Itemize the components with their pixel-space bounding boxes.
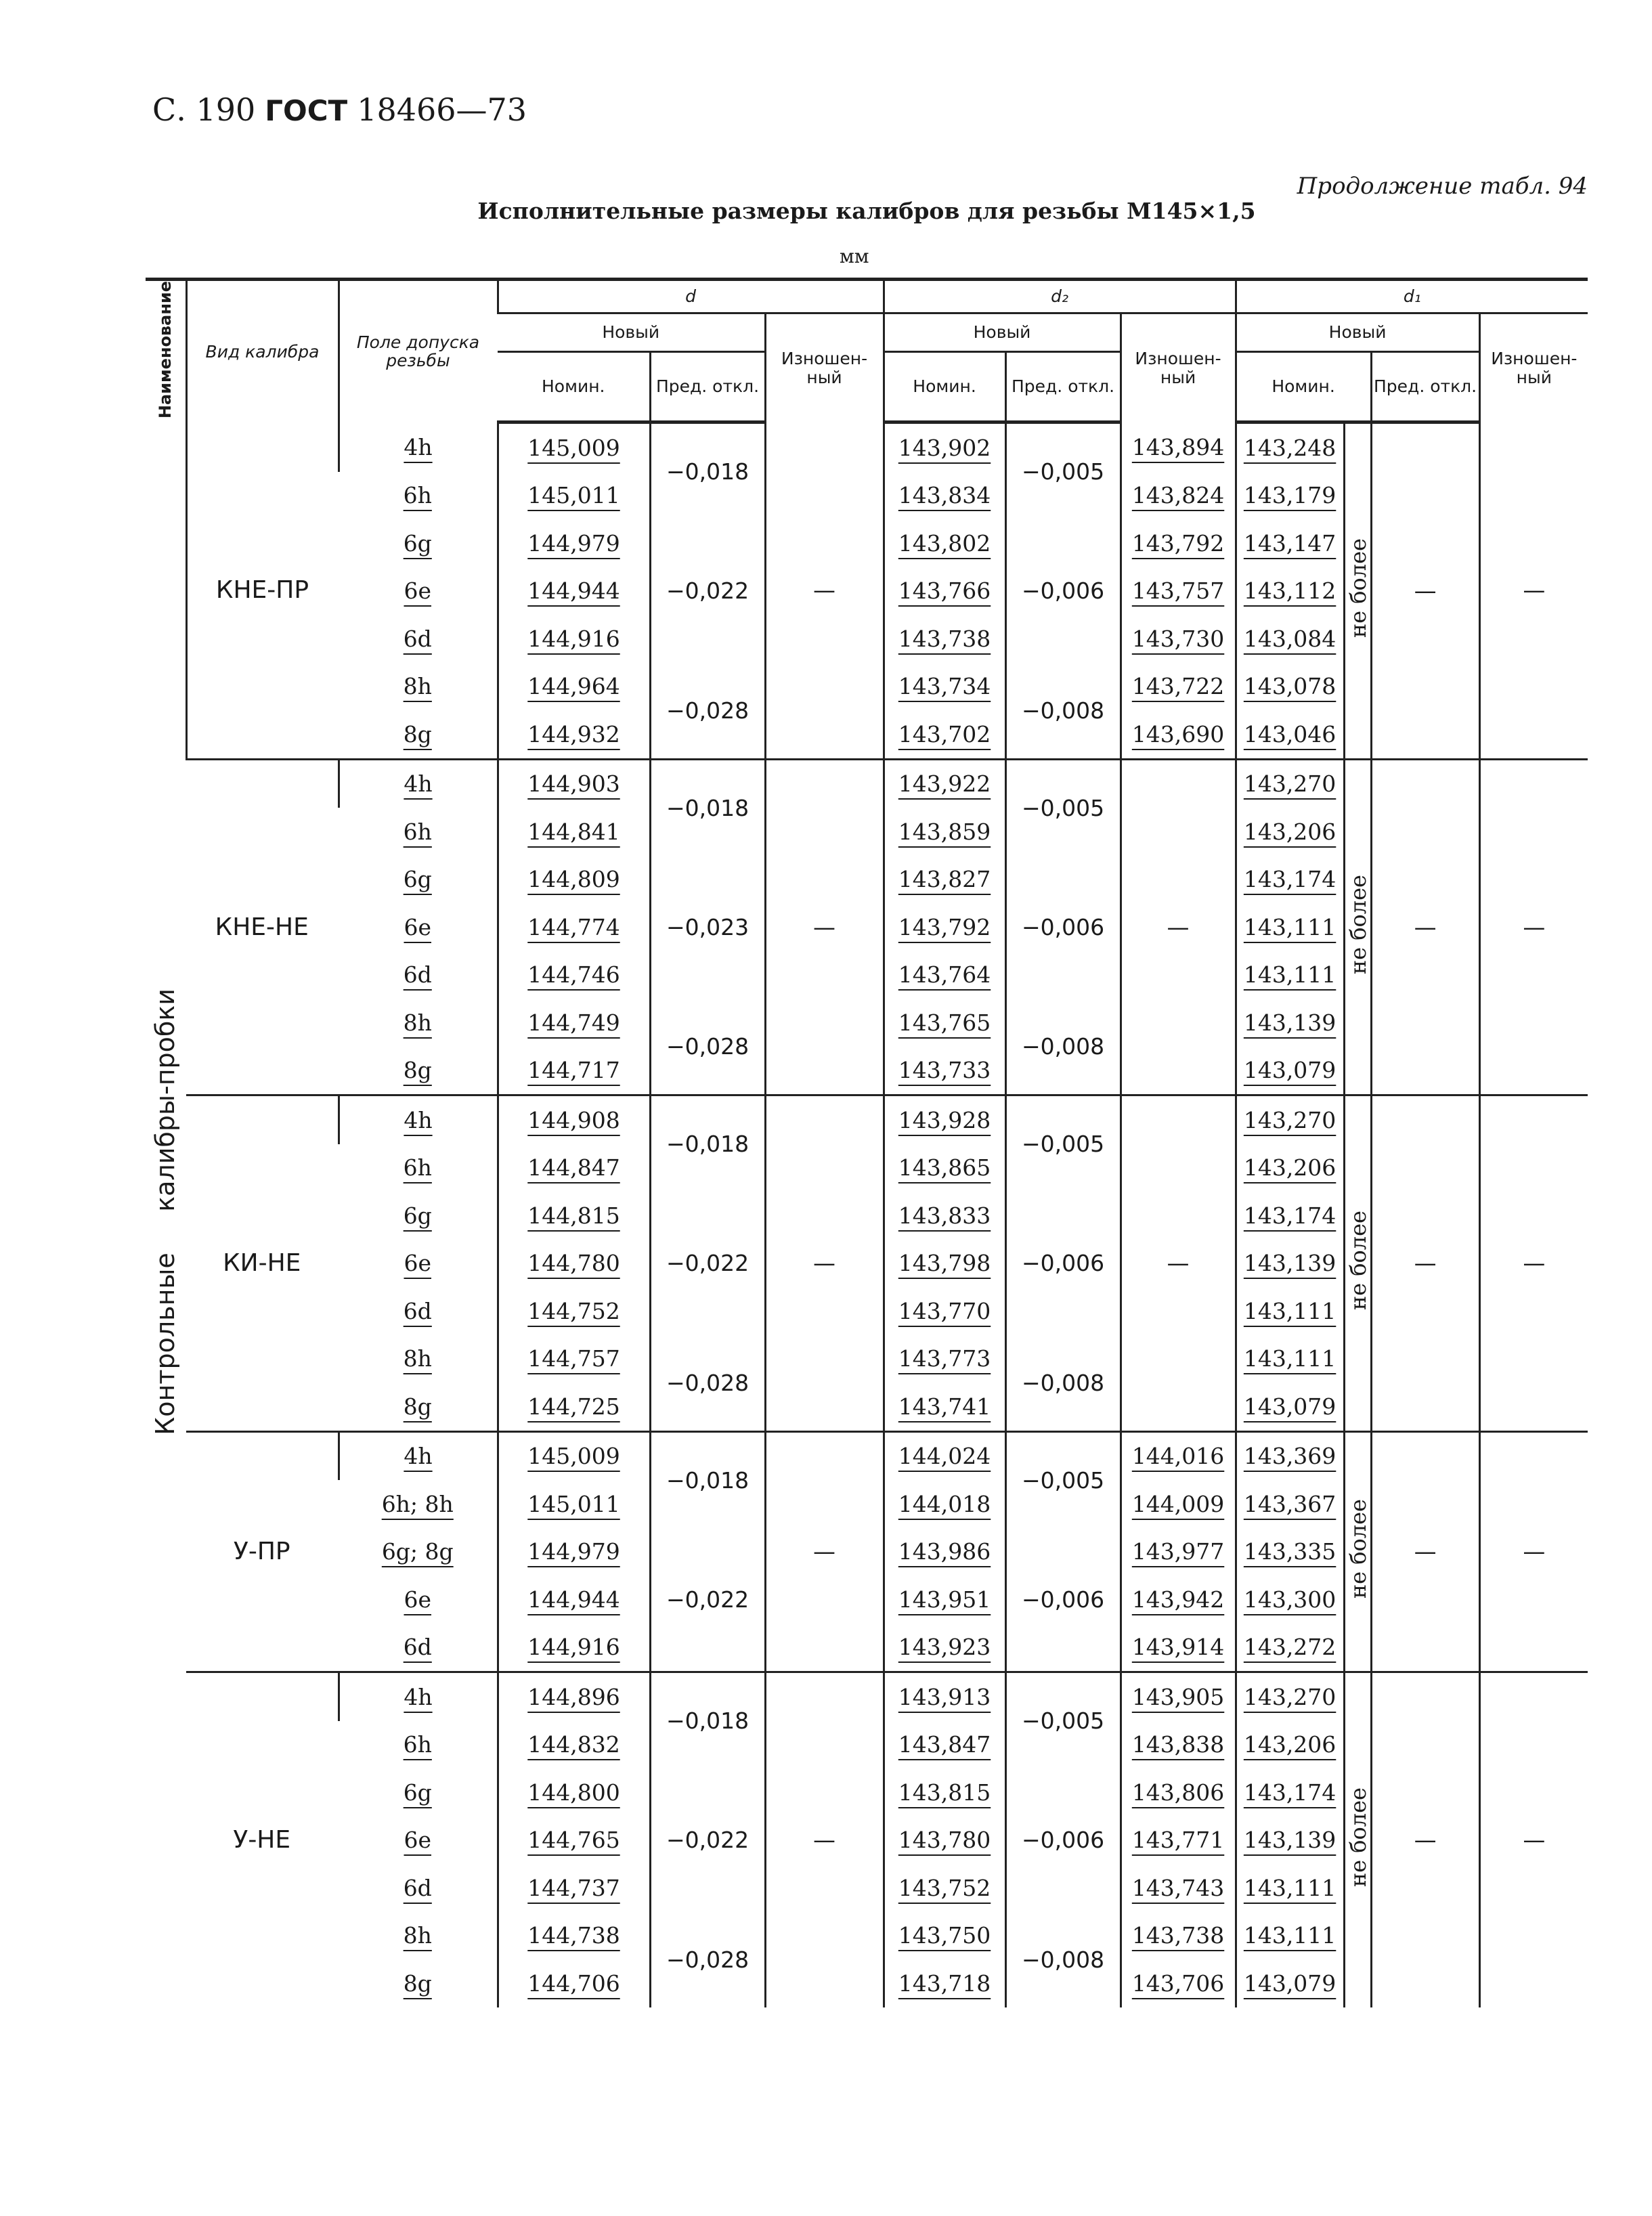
d1-deviation: —	[1371, 422, 1479, 760]
not-more-label: не более	[1344, 1095, 1371, 1432]
col-kind-header: Вид калибра	[186, 280, 339, 422]
d-worn: —	[765, 422, 884, 760]
d-nominal: 145,009	[498, 422, 650, 472]
d-nominal: 144,932	[498, 710, 650, 759]
d2-worn: 143,722	[1121, 663, 1236, 711]
tolerance-field: 6d	[403, 625, 432, 652]
tolerance-field: 6g	[403, 529, 432, 557]
d2-deviation: −0,005	[1005, 1672, 1121, 1769]
d2-nominal: 143,733	[884, 1047, 1005, 1095]
d-nominal: 144,916	[498, 615, 650, 663]
d2-nominal: 143,913	[884, 1672, 1005, 1721]
d-nominal: 144,896	[498, 1672, 650, 1721]
d1-nominal: 143,111	[1236, 1864, 1344, 1912]
d2-nominal: 143,734	[884, 663, 1005, 711]
d-nominal: 144,979	[498, 519, 650, 567]
d-nominal: 144,809	[498, 856, 650, 904]
d-nominal: 144,800	[498, 1768, 650, 1817]
d1-nominal: 143,111	[1236, 1335, 1344, 1383]
d-nominal: 145,011	[498, 472, 650, 520]
d-deviation: −0,018	[650, 1431, 765, 1528]
d-deviation: −0,018	[650, 1095, 765, 1192]
d-nominal: 144,944	[498, 1576, 650, 1624]
d1-nominal: 143,270	[1236, 1095, 1344, 1144]
d2-nominal: 143,815	[884, 1768, 1005, 1817]
d2-nominal: 143,770	[884, 1287, 1005, 1335]
tolerance-field: 8g	[403, 1057, 432, 1084]
d1-nominal: 143,174	[1236, 1192, 1344, 1240]
tolerance-field: 6g; 8g	[381, 1538, 454, 1565]
d1-nominal: 143,300	[1236, 1576, 1344, 1624]
tolerance-field: 4h	[339, 1095, 498, 1144]
gauge-kind-label: У-НЕ	[186, 1672, 339, 2007]
table-row	[146, 759, 1588, 808]
d-nominal: 144,737	[498, 1864, 650, 1912]
d1-nominal: 143,111	[1236, 951, 1344, 999]
d1-nominal: 143,046	[1236, 710, 1344, 759]
d-nominal: 144,749	[498, 999, 650, 1047]
d1-worn-header: Изношен-ный	[1479, 313, 1588, 422]
col-d1-header: d₁	[1236, 280, 1588, 313]
d-deviation: −0,022	[650, 1528, 765, 1672]
d1-nominal: 143,112	[1236, 567, 1344, 615]
col-name-header: Наименование	[146, 280, 186, 422]
d-worn: —	[765, 759, 884, 1095]
d-nominal: 144,780	[498, 1240, 650, 1288]
d1-nominal: 143,079	[1236, 1959, 1344, 2007]
tolerance-field: 6e	[404, 1586, 432, 1613]
tolerance-field: 6h	[403, 1731, 432, 1758]
d1-worn: —	[1479, 422, 1588, 760]
d2-worn: 143,838	[1121, 1721, 1236, 1769]
d-nominal: 144,908	[498, 1095, 650, 1144]
page-number: С. 190	[152, 91, 256, 128]
table-row	[146, 1095, 1588, 1144]
d2-nominal: 143,923	[884, 1624, 1005, 1672]
d2-nominal: 143,827	[884, 856, 1005, 904]
d1-deviation: —	[1371, 1431, 1479, 1672]
d2-deviation: −0,006	[1005, 1768, 1121, 1912]
gauge-kind-label: КНЕ-НЕ	[186, 759, 339, 1095]
d-nominal: 144,752	[498, 1287, 650, 1335]
d2-nominal: 143,865	[884, 1144, 1005, 1192]
d-deviation: −0,022	[650, 519, 765, 663]
tolerance-field: 6e	[404, 1250, 432, 1277]
tolerance-field: 8h	[403, 1922, 432, 1949]
d2-nominal: 143,738	[884, 615, 1005, 663]
d2-nominal: 143,902	[884, 422, 1005, 472]
d2-worn: 143,730	[1121, 615, 1236, 663]
d1-nominal: 143,206	[1236, 808, 1344, 856]
d1-nominal: 143,084	[1236, 615, 1344, 663]
d-nominal: 144,841	[498, 808, 650, 856]
not-more-label: не более	[1344, 1672, 1371, 2007]
d2-nom-header: Номин.	[884, 352, 1005, 422]
gauge-kind-label: КИ-НЕ	[186, 1095, 339, 1432]
d-nominal: 144,964	[498, 663, 650, 711]
col-d2-header: d₂	[884, 280, 1236, 313]
d-worn: —	[765, 1431, 884, 1672]
d2-worn: 143,743	[1121, 1864, 1236, 1912]
d2-nominal: 143,752	[884, 1864, 1005, 1912]
table-title: Исполнительные размеры калибров для резьбы M145×1,5	[477, 198, 1256, 224]
d2-worn: 143,738	[1121, 1912, 1236, 1960]
gauge-kind-label: КНЕ-ПР	[186, 422, 339, 760]
page-header	[152, 91, 527, 128]
d2-worn: 143,792	[1121, 519, 1236, 567]
d1-nominal: 143,270	[1236, 759, 1344, 808]
tolerance-field: 6d	[403, 1874, 432, 1901]
d2-worn-header: Изношен-ный	[1121, 313, 1236, 422]
d2-nominal: 143,764	[884, 951, 1005, 999]
d-worn: —	[765, 1672, 884, 2007]
d2-worn: 143,706	[1121, 1959, 1236, 2007]
d-dev-header: Пред. откл.	[650, 352, 765, 422]
d2-worn: 143,894	[1121, 422, 1236, 472]
d1-nominal: 143,206	[1236, 1721, 1344, 1769]
table-body	[146, 422, 1588, 2007]
tolerance-field: 8h	[403, 1345, 432, 1372]
col-field-header: Поле допуска резьбы	[339, 280, 498, 422]
d-nominal: 145,011	[498, 1480, 650, 1528]
d2-nominal: 143,847	[884, 1721, 1005, 1769]
d-nom-header: Номин.	[498, 352, 650, 422]
d2-deviation: −0,006	[1005, 856, 1121, 999]
d-nominal: 144,815	[498, 1192, 650, 1240]
d2-nominal: 144,018	[884, 1480, 1005, 1528]
d2-deviation: −0,006	[1005, 519, 1121, 663]
d-deviation: −0,022	[650, 1768, 765, 1912]
d2-nominal: 143,718	[884, 1959, 1005, 2007]
d1-nominal: 143,270	[1236, 1672, 1344, 1721]
tolerance-field: 6e	[404, 1827, 432, 1854]
d-deviation: −0,022	[650, 1192, 765, 1335]
d2-deviation: −0,005	[1005, 1431, 1121, 1528]
tolerance-field: 4h	[339, 1672, 498, 1721]
d1-nominal: 143,272	[1236, 1624, 1344, 1672]
d-new-header: Новый	[498, 313, 765, 352]
d2-nominal: 143,773	[884, 1335, 1005, 1383]
d-nominal: 144,979	[498, 1528, 650, 1576]
d1-nominal: 143,079	[1236, 1383, 1344, 1431]
d2-dev-header: Пред. откл.	[1005, 352, 1121, 422]
d1-new-header: Новый	[1236, 313, 1479, 352]
tolerance-field: 8h	[403, 673, 432, 700]
d2-nominal: 143,702	[884, 710, 1005, 759]
d2-deviation: −0,008	[1005, 1912, 1121, 2007]
tolerance-field: 6g	[403, 1202, 432, 1229]
table-row	[146, 1672, 1588, 1721]
d1-nominal: 143,111	[1236, 1912, 1344, 1960]
d2-deviation: −0,005	[1005, 759, 1121, 856]
d-worn-header: Изношен-ный	[765, 313, 884, 422]
d2-worn: 143,977	[1121, 1528, 1236, 1576]
d2-nominal: 143,833	[884, 1192, 1005, 1240]
d-nominal: 144,738	[498, 1912, 650, 1960]
gauge-dimensions-table	[146, 278, 1588, 2007]
d2-worn: 143,914	[1121, 1624, 1236, 1672]
tolerance-field: 6d	[403, 1634, 432, 1661]
col-d-header: d	[498, 280, 884, 313]
tolerance-field: 6h; 8h	[381, 1490, 454, 1517]
standard-number: 18466—73	[357, 91, 527, 128]
d2-worn: 143,905	[1121, 1672, 1236, 1721]
table-row	[146, 422, 1588, 472]
d1-nom-header: Номин.	[1236, 352, 1371, 422]
tolerance-field: 8g	[403, 1970, 432, 1997]
d2-nominal: 143,859	[884, 808, 1005, 856]
d2-deviation: −0,008	[1005, 999, 1121, 1095]
d1-nominal: 143,078	[1236, 663, 1344, 711]
d-nominal: 144,847	[498, 1144, 650, 1192]
tolerance-field: 6d	[403, 1297, 432, 1324]
d-nominal: 144,725	[498, 1383, 650, 1431]
tolerance-field: 6e	[404, 913, 432, 940]
d2-nominal: 143,766	[884, 567, 1005, 615]
d1-nominal: 143,367	[1236, 1480, 1344, 1528]
table-row	[146, 1431, 1588, 1480]
d1-nominal: 143,111	[1236, 1287, 1344, 1335]
d-deviation: −0,018	[650, 759, 765, 856]
d2-deviation: −0,006	[1005, 1528, 1121, 1672]
d2-nominal: 143,802	[884, 519, 1005, 567]
d-deviation: −0,023	[650, 856, 765, 999]
d1-nominal: 143,335	[1236, 1528, 1344, 1576]
d2-nominal: 143,765	[884, 999, 1005, 1047]
d-deviation: −0,028	[650, 1335, 765, 1432]
d1-nominal: 143,111	[1236, 903, 1344, 951]
tolerance-field: 6d	[403, 961, 432, 988]
d-nominal: 145,009	[498, 1431, 650, 1480]
d1-deviation: —	[1371, 1672, 1479, 2007]
d1-nominal: 143,174	[1236, 1768, 1344, 1817]
d2-deviation: −0,005	[1005, 1095, 1121, 1192]
d1-deviation: —	[1371, 759, 1479, 1095]
d2-nominal: 143,951	[884, 1576, 1005, 1624]
d1-worn: —	[1479, 759, 1588, 1095]
d1-dev-header: Пред. откл.	[1371, 352, 1479, 422]
d1-nominal: 143,139	[1236, 1817, 1344, 1865]
unit-label: мм	[840, 245, 869, 267]
d2-worn: 143,771	[1121, 1817, 1236, 1865]
d-nominal: 144,916	[498, 1624, 650, 1672]
d-deviation: −0,018	[650, 422, 765, 520]
category-label: Контрольные калибры-пробки	[150, 988, 181, 1435]
d2-nominal: 143,750	[884, 1912, 1005, 1960]
d2-worn: —	[1121, 1095, 1236, 1432]
d-deviation: −0,028	[650, 663, 765, 760]
d2-worn: 144,009	[1121, 1480, 1236, 1528]
tolerance-field: 6h	[403, 818, 432, 845]
d1-nominal: 143,079	[1236, 1047, 1344, 1095]
d1-worn: —	[1479, 1431, 1588, 1672]
d2-worn: 143,757	[1121, 567, 1236, 615]
d1-nominal: 143,206	[1236, 1144, 1344, 1192]
d-deviation: −0,028	[650, 999, 765, 1095]
d2-nominal: 143,780	[884, 1817, 1005, 1865]
tolerance-field: 4h	[339, 422, 498, 472]
d2-nominal: 143,792	[884, 903, 1005, 951]
d-nominal: 144,746	[498, 951, 650, 999]
tolerance-field: 6h	[403, 482, 432, 509]
d1-nominal: 143,139	[1236, 1240, 1344, 1288]
tolerance-field: 6g	[403, 1779, 432, 1806]
d2-nominal: 143,798	[884, 1240, 1005, 1288]
d2-nominal: 144,024	[884, 1431, 1005, 1480]
d2-nominal: 143,928	[884, 1095, 1005, 1144]
d-nominal: 144,774	[498, 903, 650, 951]
d1-nominal: 143,248	[1236, 422, 1344, 472]
d1-worn: —	[1479, 1672, 1588, 2007]
d2-worn: 143,942	[1121, 1576, 1236, 1624]
d-nominal: 144,944	[498, 567, 650, 615]
d2-worn: 144,016	[1121, 1431, 1236, 1480]
tolerance-field: 6g	[403, 866, 432, 893]
not-more-label: не более	[1344, 1431, 1371, 1672]
standard-label: ГОСТ	[265, 94, 348, 127]
d2-worn: 143,690	[1121, 710, 1236, 759]
d2-worn: 143,806	[1121, 1768, 1236, 1817]
gauge-kind-label: У-ПР	[186, 1431, 339, 1672]
continuation-note: Продолжение табл. 94	[1297, 173, 1588, 200]
d1-nominal: 143,139	[1236, 999, 1344, 1047]
d-nominal: 144,903	[498, 759, 650, 808]
tolerance-field: 8g	[403, 720, 432, 747]
d2-worn: 143,824	[1121, 472, 1236, 520]
d-nominal: 144,832	[498, 1721, 650, 1769]
d2-nominal: 143,834	[884, 472, 1005, 520]
d2-nominal: 143,741	[884, 1383, 1005, 1431]
d2-nominal: 143,986	[884, 1528, 1005, 1576]
d2-deviation: −0,005	[1005, 422, 1121, 520]
d1-nominal: 143,174	[1236, 856, 1344, 904]
tolerance-field: 6e	[404, 578, 432, 605]
d2-worn: —	[1121, 759, 1236, 1095]
d-nominal: 144,717	[498, 1047, 650, 1095]
d1-nominal: 143,179	[1236, 472, 1344, 520]
d2-deviation: −0,008	[1005, 1335, 1121, 1432]
d-deviation: −0,018	[650, 1672, 765, 1769]
not-more-label: не более	[1344, 759, 1371, 1095]
d-deviation: −0,028	[650, 1912, 765, 2007]
d-nominal: 144,706	[498, 1959, 650, 2007]
d-nominal: 144,765	[498, 1817, 650, 1865]
tolerance-field: 4h	[339, 759, 498, 808]
d2-deviation: −0,006	[1005, 1192, 1121, 1335]
tolerance-field: 6h	[403, 1154, 432, 1181]
d-nominal: 144,757	[498, 1335, 650, 1383]
d1-nominal: 143,369	[1236, 1431, 1344, 1480]
d2-new-header: Новый	[884, 313, 1121, 352]
d-worn: —	[765, 1095, 884, 1432]
d1-worn: —	[1479, 1095, 1588, 1432]
d1-deviation: —	[1371, 1095, 1479, 1432]
tolerance-field: 8g	[403, 1393, 432, 1420]
tolerance-field: 4h	[339, 1431, 498, 1480]
d2-nominal: 143,922	[884, 759, 1005, 808]
not-more-label: не более	[1344, 422, 1371, 760]
d1-nominal: 143,147	[1236, 519, 1344, 567]
d2-deviation: −0,008	[1005, 663, 1121, 760]
tolerance-field: 8h	[403, 1009, 432, 1036]
